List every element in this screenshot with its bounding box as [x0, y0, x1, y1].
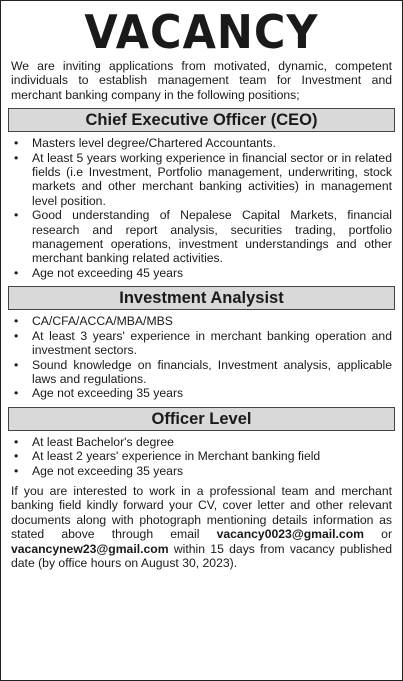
section-heading-investment-analyst: Investment Analysist — [8, 286, 395, 310]
bullet-icon: • — [14, 208, 19, 223]
bullet-icon: • — [14, 150, 19, 165]
notice-title: VACANCY — [84, 5, 319, 60]
bullet-icon: • — [14, 265, 19, 280]
bullet-icon: • — [14, 449, 19, 464]
bullet-icon: • — [14, 314, 19, 329]
list-item: • Sound knowledge on financials, Investment analysis, applicable laws and regulations. — [14, 357, 392, 386]
requirements-list-investment-analyst — [8, 314, 395, 400]
list-item: • At least 2 years' experience in Merchant banking field — [14, 449, 321, 464]
section-ceo — [8, 108, 395, 280]
requirements-list-ceo — [8, 136, 395, 280]
list-item: • At least 3 years' experience in merchant banking operation and investment sectors. — [14, 328, 392, 358]
bullet-icon: • — [14, 386, 19, 401]
section-heading-ceo: Chief Executive Officer (CEO) — [8, 108, 395, 132]
bullet-icon: • — [14, 434, 19, 449]
email-address-secondary[interactable]: vacancynew23@gmail.com — [11, 541, 169, 556]
section-heading-officer-level: Officer Level — [8, 407, 395, 431]
list-item: • Masters level degree/Chartered Accountants. — [14, 136, 276, 151]
intro-paragraph: We are inviting applications from motivated, dynamic, competent individuals to establish management team for Investment and merchant banking company in the following positions; — [11, 59, 392, 102]
requirements-list-officer-level — [8, 435, 395, 478]
list-item: • Good understanding of Nepalese Capital Markets, financial research and report analysis, securities trading, portfolio management operations, investment understandings and other merchant banking related activities. — [14, 208, 392, 266]
bullet-icon: • — [14, 136, 19, 151]
list-item: • Age not exceeding 45 years — [14, 265, 184, 280]
application-instructions: If you are interested to work in a professional team and merchant banking field kindly forward your CV, cover letter and other relevant documents along with photograph mentioning details information as stated above through email vacancy0023@gmail.com or vacancynew23@gmail.com within 15 days from vacancy published date (by office hours on August 30, 2023). — [11, 483, 393, 570]
list-item: • Age not exceeding 35 years — [14, 463, 184, 478]
bullet-icon: • — [14, 328, 19, 343]
list-item: • At least 5 years working experience in financial sector or in related fields (i.e Investment, Portfolio management, underwriting, stock markets and other merchant banking activities) in management level position. — [14, 150, 392, 208]
list-item: • CA/CFA/ACCA/MBA/MBS — [14, 314, 173, 329]
list-item: • At least Bachelor's degree — [14, 434, 174, 449]
bullet-icon: • — [14, 463, 19, 478]
list-item: • Age not exceeding 35 years — [14, 386, 184, 401]
email-address-primary[interactable]: vacancy0023@gmail.com — [216, 527, 364, 542]
bullet-icon: • — [14, 357, 19, 372]
section-officer-level — [8, 407, 395, 478]
section-investment-analyst — [8, 286, 395, 400]
